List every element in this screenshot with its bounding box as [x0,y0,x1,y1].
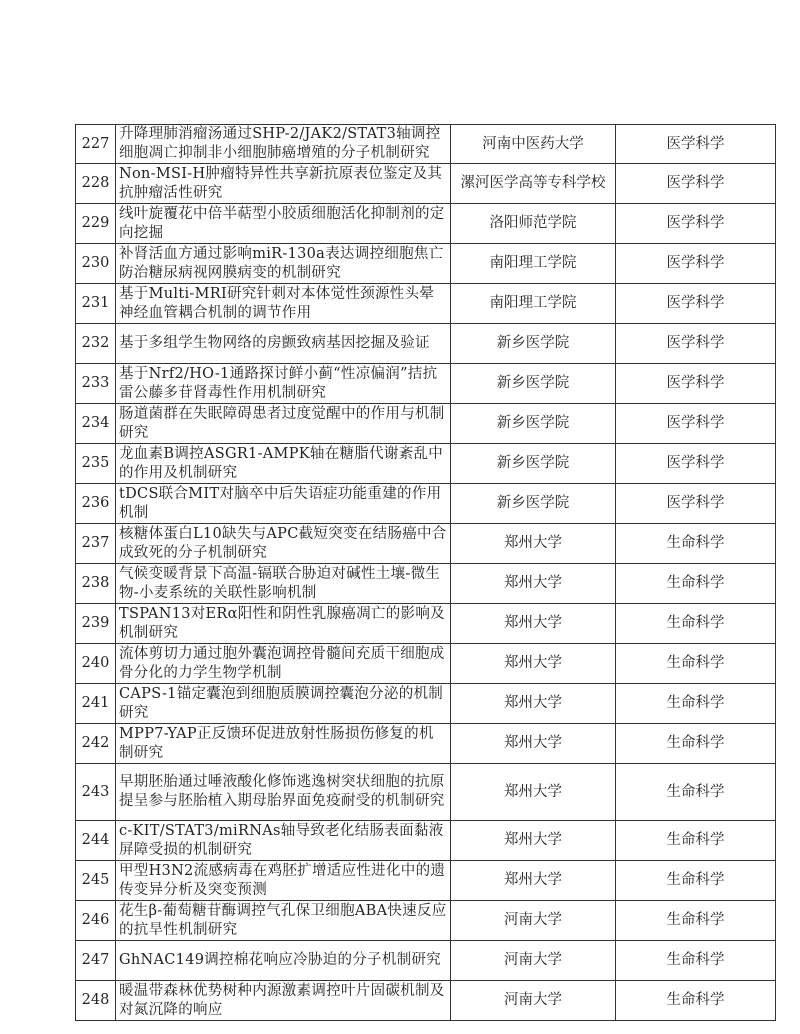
project-title: CAPS-1锚定囊泡到细胞质膜调控囊泡分泌的机制研究 [116,684,451,724]
discipline: 医学科学 [616,125,776,164]
discipline: 医学科学 [616,204,776,244]
institution: 南阳理工学院 [451,244,616,284]
row-number: 230 [76,244,116,284]
discipline: 生命科学 [616,604,776,644]
table-row [76,861,776,901]
row-number: 235 [76,444,116,484]
project-title: MPP7-YAP正反馈环促进放射性肠损伤修复的机制研究 [116,724,451,764]
row-number: 236 [76,484,116,524]
discipline: 医学科学 [616,364,776,404]
project-title: 肠道菌群在失眠障碍患者过度觉醒中的作用与机制研究 [116,404,451,444]
project-title: 甲型H3N2流感病毒在鸡胚扩增适应性进化中的遗传变异分析及突变预测 [116,861,451,901]
row-number: 246 [76,901,116,941]
project-title: 早期胚胎通过唾液酸化修饰逃逸树突状细胞的抗原提呈参与胚胎植入期母胎界面免疫耐受的机制研究 [116,764,451,821]
project-title: tDCS联合MIT对脑卒中后失语症功能重建的作用机制 [116,484,451,524]
row-number: 232 [76,324,116,364]
row-number: 229 [76,204,116,244]
institution: 郑州大学 [451,604,616,644]
project-title: 暖温带森林优势树种内源激素调控叶片固碳机制及对氮沉降的响应 [116,981,451,1021]
project-title: Non-MSI-H肿瘤特异性共享新抗原表位鉴定及其抗肿瘤活性研究 [116,164,451,204]
project-title: c-KIT/STAT3/miRNAs轴导致老化结肠表面黏液屏障受损的机制研究 [116,821,451,861]
table-row [76,484,776,524]
project-title: 核糖体蛋白L10缺失与APC截短突变在结肠癌中合成致死的分子机制研究 [116,524,451,564]
institution: 新乡医学院 [451,444,616,484]
discipline: 生命科学 [616,764,776,821]
institution: 河南大学 [451,941,616,981]
institution: 郑州大学 [451,764,616,821]
institution: 洛阳师范学院 [451,204,616,244]
institution: 河南大学 [451,981,616,1021]
discipline: 医学科学 [616,284,776,324]
institution: 郑州大学 [451,724,616,764]
table-row [76,404,776,444]
discipline: 医学科学 [616,244,776,284]
row-number: 242 [76,724,116,764]
table-row [76,284,776,324]
institution: 郑州大学 [451,684,616,724]
row-number: 237 [76,524,116,564]
discipline: 生命科学 [616,524,776,564]
row-number: 228 [76,164,116,204]
table-row [76,125,776,164]
discipline: 医学科学 [616,444,776,484]
table-row [76,821,776,861]
table-row [76,981,776,1021]
discipline: 医学科学 [616,484,776,524]
table-row [76,204,776,244]
discipline: 医学科学 [616,404,776,444]
institution: 郑州大学 [451,821,616,861]
table-row [76,604,776,644]
project-title: 线叶旋覆花中倍半萜型小胶质细胞活化抑制剂的定向挖掘 [116,204,451,244]
institution: 南阳理工学院 [451,284,616,324]
project-title: 龙血素B调控ASGR1-AMPK轴在糖脂代谢紊乱中的作用及机制研究 [116,444,451,484]
table-row [76,941,776,981]
institution: 郑州大学 [451,644,616,684]
table-row [76,564,776,604]
project-title: 基于Multi-MRI研究针刺对本体觉性颈源性头晕神经血管耦合机制的调节作用 [116,284,451,324]
discipline: 医学科学 [616,324,776,364]
row-number: 238 [76,564,116,604]
row-number: 247 [76,941,116,981]
row-number: 240 [76,644,116,684]
discipline: 生命科学 [616,941,776,981]
institution: 郑州大学 [451,861,616,901]
project-title: 升降理肺消瘤汤通过SHP-2/JAK2/STAT3轴调控细胞凋亡抑制非小细胞肺癌增殖的分子机制研究 [116,125,451,164]
discipline: 生命科学 [616,684,776,724]
project-title: 基于多组学生物网络的房颤致病基因挖掘及验证 [116,324,451,364]
discipline: 生命科学 [616,861,776,901]
project-title: 流体剪切力通过胞外囊泡调控骨髓间充质干细胞成骨分化的力学生物学机制 [116,644,451,684]
table-row [76,644,776,684]
table-row [76,324,776,364]
project-title: TSPAN13对ERα阳性和阴性乳腺癌凋亡的影响及机制研究 [116,604,451,644]
row-number: 243 [76,764,116,821]
table-row [76,244,776,284]
institution: 河南中医药大学 [451,125,616,164]
table-row [76,524,776,564]
row-number: 234 [76,404,116,444]
project-title: 基于Nrf2/HO-1通路探讨鲜小蓟“性凉偏润”拮抗雷公藤多苷肾毒性作用机制研究 [116,364,451,404]
row-number: 248 [76,981,116,1021]
row-number: 231 [76,284,116,324]
discipline: 生命科学 [616,724,776,764]
discipline: 生命科学 [616,644,776,684]
row-number: 239 [76,604,116,644]
table-row [76,364,776,404]
table-row [76,444,776,484]
row-number: 245 [76,861,116,901]
table-row [76,724,776,764]
institution: 新乡医学院 [451,484,616,524]
row-number: 233 [76,364,116,404]
row-number: 244 [76,821,116,861]
project-table [75,124,776,1021]
project-title: GhNAC149调控棉花响应冷胁迫的分子机制研究 [116,941,451,981]
institution: 新乡医学院 [451,364,616,404]
institution: 漯河医学高等专科学校 [451,164,616,204]
table-row [76,684,776,724]
table-row [76,164,776,204]
institution: 河南大学 [451,901,616,941]
row-number: 241 [76,684,116,724]
institution: 新乡医学院 [451,404,616,444]
discipline: 生命科学 [616,981,776,1021]
institution: 新乡医学院 [451,324,616,364]
row-number: 227 [76,125,116,164]
discipline: 医学科学 [616,164,776,204]
discipline: 生命科学 [616,564,776,604]
project-title: 气候变暖背景下高温-镉联合胁迫对碱性土壤-微生物-小麦系统的关联性影响机制 [116,564,451,604]
project-title: 花生β-葡萄糖苷酶调控气孔保卫细胞ABA快速反应的抗旱性机制研究 [116,901,451,941]
discipline: 生命科学 [616,901,776,941]
table-row [76,901,776,941]
institution: 郑州大学 [451,524,616,564]
table-row [76,764,776,821]
table-body [76,125,776,1021]
project-title: 补肾活血方通过影响miR-130a表达调控细胞焦亡防治糖尿病视网膜病变的机制研究 [116,244,451,284]
institution: 郑州大学 [451,564,616,604]
discipline: 生命科学 [616,821,776,861]
